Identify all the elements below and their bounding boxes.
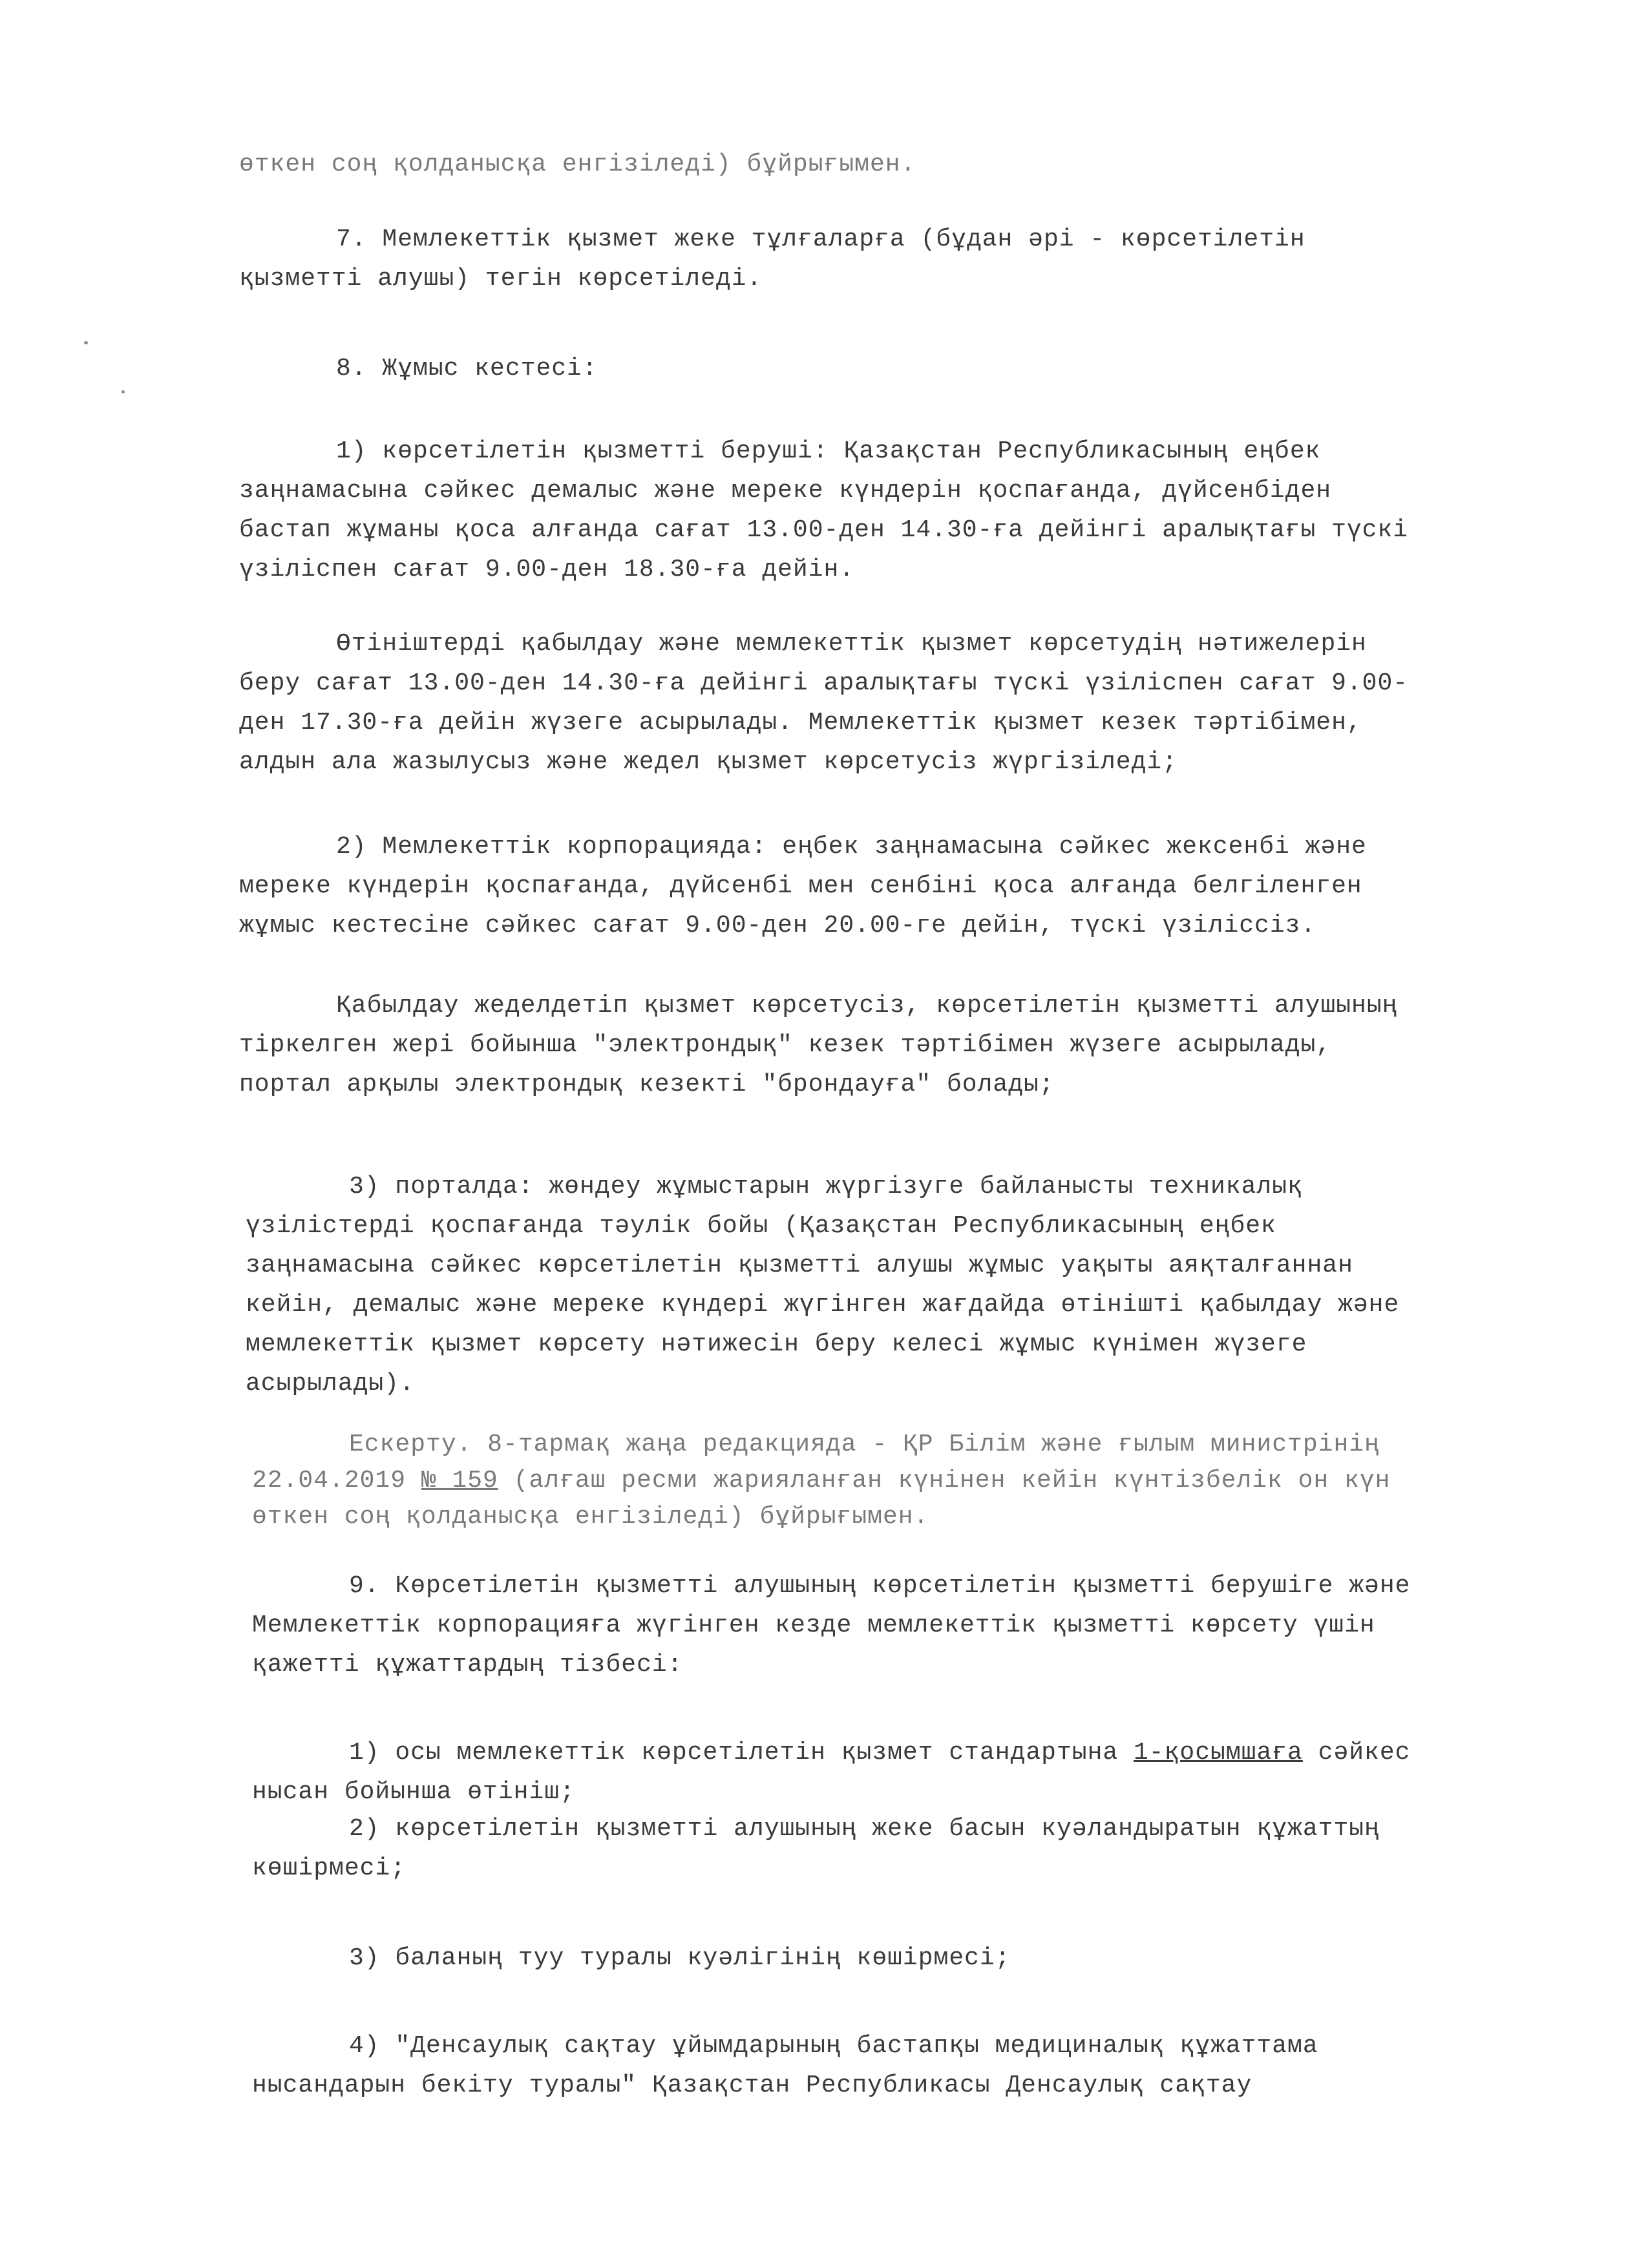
order-159-link[interactable]: № 159 — [421, 1467, 498, 1495]
scan-speck — [84, 341, 88, 344]
paragraph-9: 9. Көрсетілетін қызметті алушының көрсетілетін қызметті берушіге және Мемлекеттік корпорацияға жүгінген кезде мемлекеттік қызметті көрсету үшін қажетті құжаттардың тізбесі: — [252, 1572, 1411, 1679]
paragraph-8-3: 3) порталда: жөндеу жұмыстарын жүргізуге байланысты техникалық үзілістерді қоспағанда тәулік бойы (Қазақстан Республикасының еңбек заңнамасына сәйкес көрсетілетін қызметті алушы жұмыс уақыты аяқталғаннан кейін, демалыс және мереке күндері жүгінген жағдайда өтінішті қабылдау және мемлекеттік қызмет көрсету нәтижесін беру келесі жұмыс күнімен жүзеге асырылады). — [246, 1173, 1400, 1398]
scan-speck — [121, 390, 125, 394]
paragraph-9-4: 4) "Денсаулық сақтау ұйымдарының бастапқы медициналық құжаттама нысандарын бекіту туралы" Қазақстан Республикасы Денсаулық сақтау — [252, 2032, 1318, 2099]
note-line-2: 22.04.2019 № 159 (алғаш ресми жарияланған күнінен кейін күнтізбелік он күн — [252, 1467, 1391, 1495]
p9-1-line-1: 1) осы мемлекеттік көрсетілетін қызмет стандартына 1-қосымшаға сәйкес — [349, 1739, 1411, 1767]
paragraph-9-3: 3) баланың туу туралы куәлігінің көшірмесі; — [349, 1944, 1011, 1972]
top-fragment: өткен соң қолданысқа енгізіледі) бұйрығымен. — [239, 151, 916, 178]
paragraph-8-heading: 8. Жұмыс кестесі: — [336, 355, 598, 383]
paragraph-9-1: 1) осы мемлекеттік көрсетілетін қызмет стандартына 1-қосымшаға сәйкес нысан бойынша өтініш; — [252, 1733, 1410, 1812]
paragraph-8-1-applications: Өтініштерді қабылдау және мемлекеттік қызмет көрсетудің нәтижелерін беру сағат 13.00-ден 14.30-ға дейінгі аралықтағы түскі үзіліспен сағат 9.00- ден 17.30-ға дейін жүзеге асырылады. Мемлекеттік қызмет кезек тәртібімен, алдын ала жазылусыз және жедел қызмет көрсетусіз жүргізіледі; — [239, 630, 1409, 776]
paragraph-9-2: 2) көрсетілетін қызметті алушының жеке басын куәландыратын құжаттың көшірмесі; — [252, 1815, 1380, 1882]
appendix-1-link[interactable]: 1-қосымшаға — [1134, 1739, 1303, 1767]
paragraph-8-1: 1) көрсетілетін қызметті беруші: Қазақстан Республикасының еңбек заңнамасына сәйкес демалыс және мереке күндерін қоспағанда, дүйсенбіден бастап жұманы қоса алғанда сағат 13.00-ден 14.30-ға дейінгі аралықтағы түскі үзіліспен сағат 9.00-ден 18.30-ға дейін. — [239, 437, 1409, 583]
paragraph-8-2-reception: Қабылдау жеделдетіп қызмет көрсетусіз, көрсетілетін қызметті алушының тіркелген жері бойынша "электрондық" кезек тәртібімен жүзеге асырылады, портал арқылы электрондық кезекті "брондауға" болады; — [239, 992, 1398, 1098]
amendment-note: Ескерту. 8-тармақ жаңа редакцияда - ҚР Білім және ғылым министрінің 22.04.2019 № 159 (алғаш ресми жарияланған күнінен кейін күнтізбелік он күн өткен соң қолданысқа енгізіледі) бұйрығымен. — [252, 1431, 1391, 1531]
paragraph-8-2: 2) Мемлекеттік корпорацияда: еңбек заңнамасына сәйкес жексенбі және мереке күндерін қоспағанда, дүйсенбі мен сенбіні қоса алғанда белгіленген жұмыс кестесіне сәйкес сағат 9.00-ден 20.00-ге дейін, түскі үзіліссіз. — [239, 833, 1367, 940]
paragraph-7: 7. Мемлекеттік қызмет жеке тұлғаларға (бұдан әрі - көрсетілетін қызметті алушы) тегін көрсетіледі. — [239, 226, 1305, 293]
